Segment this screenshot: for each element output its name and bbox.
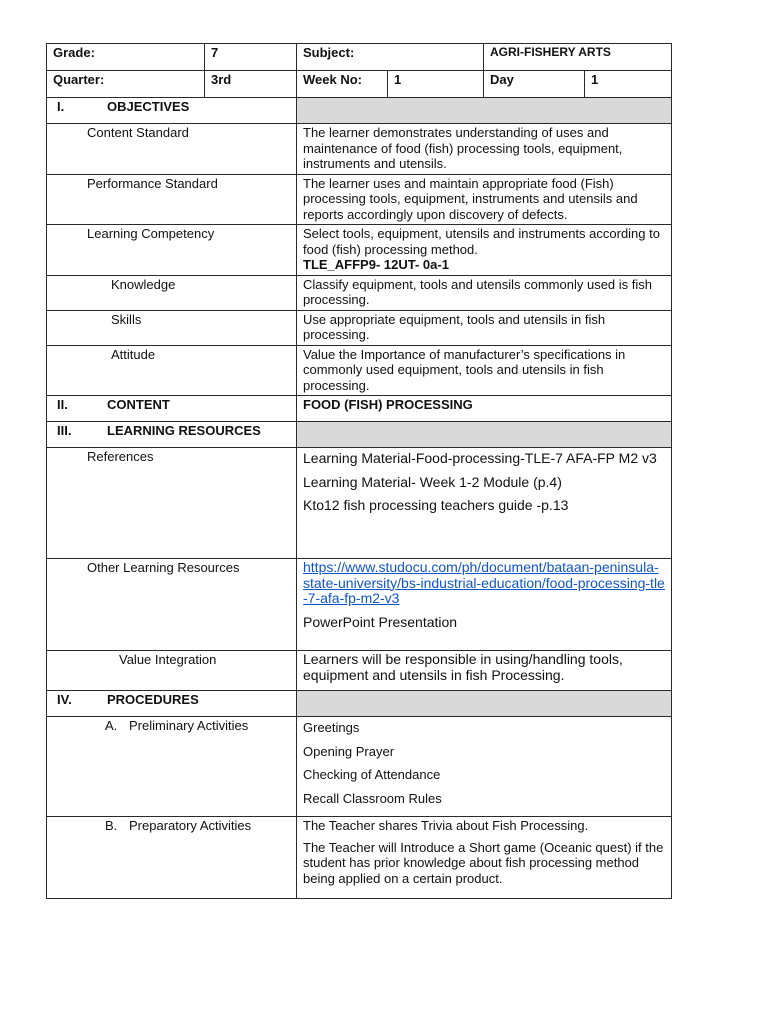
objectives-number: I. (57, 99, 65, 114)
attitude-row (47, 345, 672, 396)
procedures-header-row (47, 691, 672, 717)
preliminary-cell (297, 717, 672, 817)
subject-value: AGRI-FISHERY ARTS (484, 44, 672, 71)
preparatory-row (47, 817, 672, 899)
preparatory-item: The Teacher shares Trivia about Fish Processing. (303, 818, 589, 833)
knowledge-row (47, 275, 672, 310)
value-integration-row (47, 651, 672, 691)
resources-shade (297, 422, 672, 448)
grade-value: 7 (205, 44, 297, 71)
skills-label: Skills (47, 310, 297, 345)
competency-cell (297, 225, 672, 276)
procedures-number: IV. (57, 692, 72, 707)
value-integration-text: Learners will be responsible in using/handling tools, equipment and utensils in fish Processing. (297, 651, 672, 691)
quarter-label: Quarter: (47, 71, 205, 98)
references-label: References (47, 448, 297, 559)
quarter-row (47, 71, 672, 98)
references-cell (297, 448, 672, 559)
objectives-heading (47, 98, 297, 124)
preliminary-item: Opening Prayer (303, 743, 395, 759)
references-row (47, 448, 672, 559)
performance-standard-row (47, 174, 672, 225)
preliminary-item: Greetings (303, 720, 360, 735)
preliminary-label: Preliminary Activities (129, 718, 249, 733)
resources-header-row (47, 422, 672, 448)
reference-item: Learning Material- Week 1-2 Module (p.4) (303, 473, 562, 490)
performance-standard-label: Performance Standard (47, 174, 297, 225)
other-resources-label: Other Learning Resources (47, 559, 297, 651)
procedures-shade (297, 691, 672, 717)
competency-text: Select tools, equipment, utensils and instruments according to food (fish) processing method. (303, 226, 660, 257)
procedures-title: PROCEDURES (107, 692, 199, 707)
day-label: Day (484, 71, 585, 98)
content-value: FOOD (FISH) PROCESSING (297, 396, 672, 422)
performance-standard-text: The learner uses and maintain appropriate food (Fish) processing tools, equipment, instruments and utensils and reports accordingly upon discovery of defects. (297, 174, 672, 225)
subject-label: Subject: (297, 44, 484, 71)
content-standard-label: Content Standard (47, 124, 297, 175)
preparatory-item: The Teacher will Introduce a Short game (Oceanic quest) if the student has prior knowledge about fish processing method being applied on a certain product. (303, 839, 664, 886)
content-standard-text: The learner demonstrates understanding of uses and maintenance of food (fish) processing tools, equipment, instruments and utensils. (297, 124, 672, 175)
resources-heading (47, 422, 297, 448)
knowledge-text: Classify equipment, tools and utensils commonly used is fish processing. (297, 275, 672, 310)
lesson-plan-table (46, 43, 672, 899)
powerpoint-text: PowerPoint Presentation (303, 613, 458, 630)
attitude-label: Attitude (47, 345, 297, 396)
preliminary-item: Recall Classroom Rules (303, 790, 442, 806)
week-value: 1 (388, 71, 484, 98)
quarter-value: 3rd (205, 71, 297, 98)
studocu-link[interactable]: https://www.studocu.com/ph/document/bataan-peninsula-state-university/bs-industrial-education/food-processing-tle-7-afa-fp-m2-v3 (303, 559, 665, 606)
other-resources-cell (297, 559, 672, 651)
procedures-heading (47, 691, 297, 717)
day-value: 1 (585, 71, 672, 98)
skills-text: Use appropriate equipment, tools and utensils in fish processing. (297, 310, 672, 345)
preparatory-label: Preparatory Activities (129, 818, 252, 833)
attitude-text: Value the Importance of manufacturer’s specifications in commonly used equipment, tools and utensils in fish processing. (297, 345, 672, 396)
preliminary-row (47, 717, 672, 817)
preliminary-letter: A. (105, 718, 118, 733)
knowledge-label: Knowledge (47, 275, 297, 310)
content-title: CONTENT (107, 397, 170, 412)
objectives-title: OBJECTIVES (107, 99, 190, 114)
value-integration-label: Value Integration (47, 651, 297, 691)
competency-code: TLE_AFFP9- 12UT- 0a-1 (303, 257, 449, 272)
resources-title: LEARNING RESOURCES (107, 423, 261, 438)
preliminary-heading (47, 717, 297, 817)
competency-row (47, 225, 672, 276)
preparatory-heading (47, 817, 297, 899)
preparatory-letter: B. (105, 818, 118, 833)
reference-item: Kto12 fish processing teachers guide -p.13 (303, 497, 569, 513)
competency-label: Learning Competency (47, 225, 297, 276)
resources-number: III. (57, 423, 72, 438)
grade-row (47, 44, 672, 71)
other-resources-row (47, 559, 672, 651)
reference-item: Learning Material-Food-processing-TLE-7 AFA-FP M2 v3 (303, 450, 657, 466)
preparatory-cell (297, 817, 672, 899)
week-label: Week No: (297, 71, 388, 98)
objectives-header-row (47, 98, 672, 124)
skills-row (47, 310, 672, 345)
objectives-shade (297, 98, 672, 124)
content-row (47, 396, 672, 422)
content-standard-row (47, 124, 672, 175)
grade-label: Grade: (47, 44, 205, 71)
content-heading (47, 396, 297, 422)
content-number: II. (57, 397, 68, 412)
preliminary-item: Checking of Attendance (303, 767, 441, 782)
